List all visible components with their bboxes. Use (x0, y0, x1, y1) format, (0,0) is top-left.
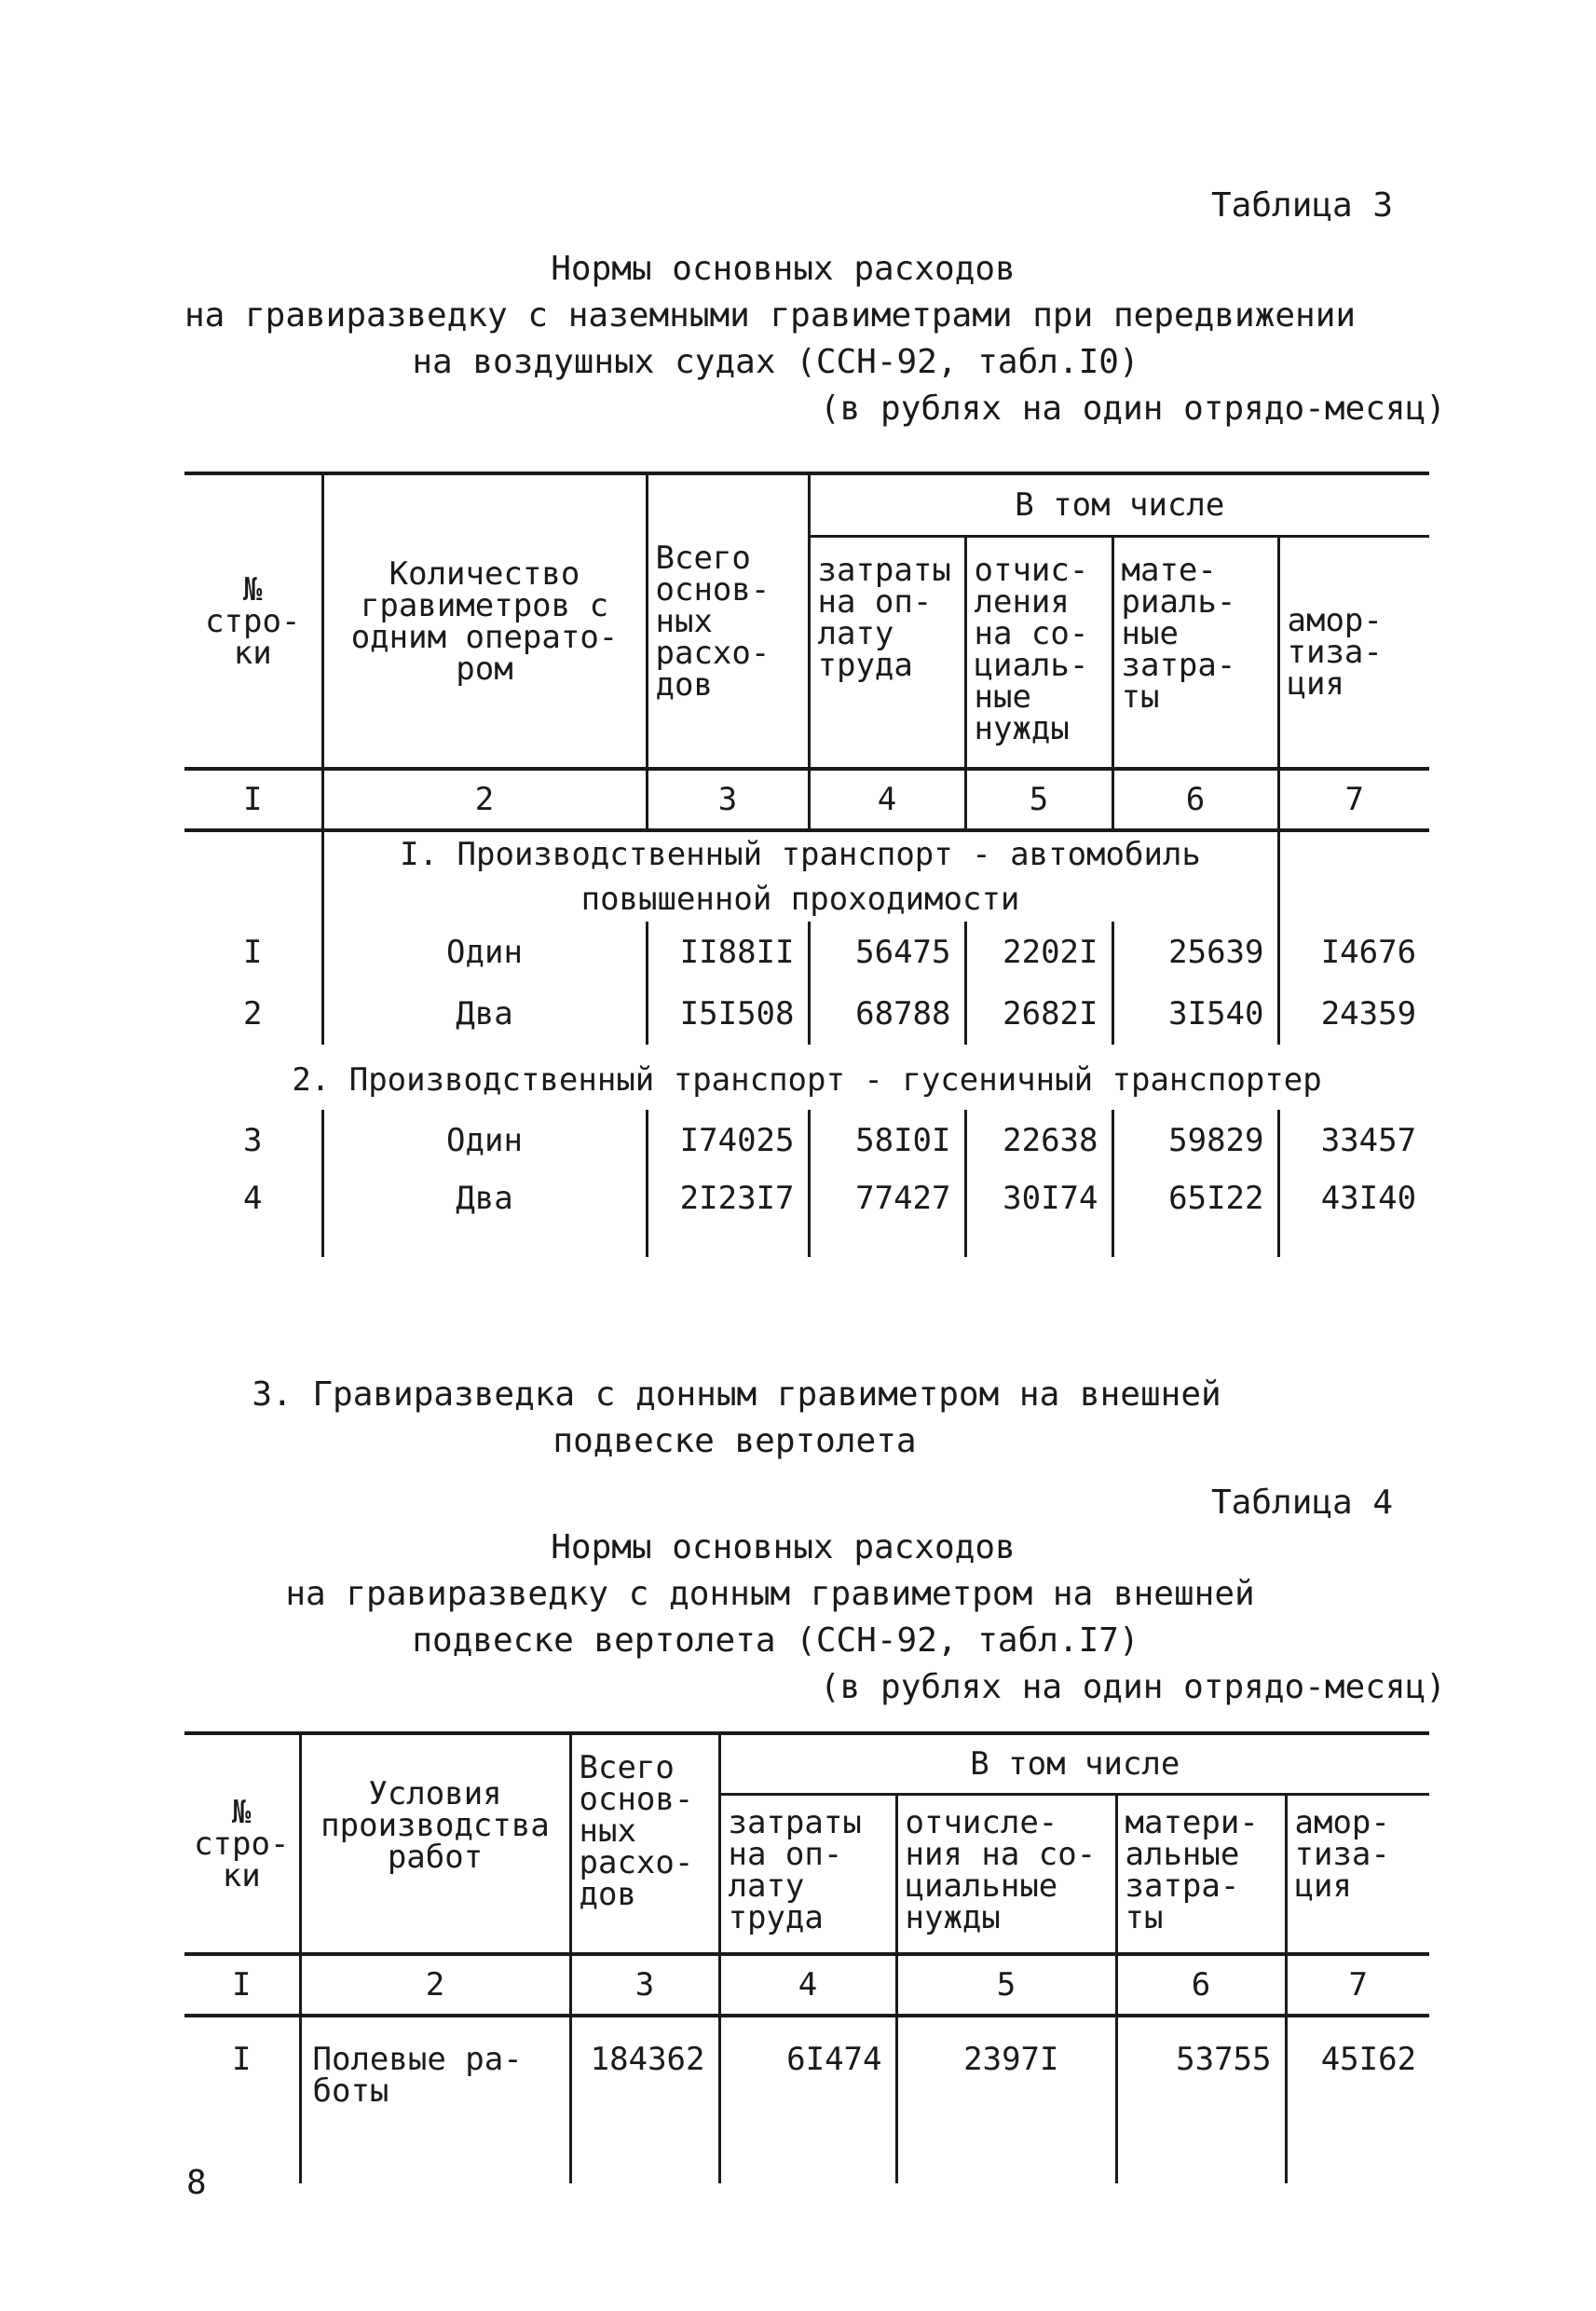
table-row (184, 1110, 1429, 1171)
table4-colnum-6: 6 (1116, 1954, 1286, 2016)
table3-title-line-3: на воздушных судах (ССН-92, табл.I0) (412, 343, 1139, 381)
table4-colnum-3: 3 (570, 1954, 719, 2016)
table4-row1-labor: 6I474 (719, 2016, 896, 2183)
table3-row2-number: 2 (184, 983, 322, 1045)
table4-header-conditions: Условия производства работ (300, 1733, 570, 1954)
table3-colnum-7: 7 (1278, 769, 1429, 830)
table4-row1-amortization: 45I62 (1286, 2016, 1429, 2183)
table3-row1-amortization: I4676 (1278, 922, 1429, 983)
table4-title-line-2: на гравиразведку с донным гравиметром на внешней (285, 1575, 1255, 1613)
section3-heading-line-2: подвеске вертолета (552, 1422, 917, 1460)
table3-row3-quantity: Один (322, 1110, 647, 1171)
table4-header-labor: затраты на оп-лату труда (719, 1795, 896, 1955)
table3-colnum-3: 3 (647, 769, 809, 830)
table3-row4-total: 2I23I7 (647, 1171, 809, 1257)
table4-header-group: В том числе (719, 1733, 1429, 1795)
table3-colnum-5: 5 (965, 769, 1112, 830)
table3-row3-labor: 58I0I (809, 1110, 965, 1171)
table3-header-material: мате-риаль-ные затра-ты (1112, 537, 1278, 770)
table3-row3-amortization: 33457 (1278, 1110, 1429, 1171)
table4-header-row-number: № стро-ки (184, 1733, 300, 1954)
section3-heading-line-1: 3. Гравиразведка с донным гравиметром на внешней (252, 1375, 1221, 1414)
table3-header-labor: затраты на оп-лату труда (809, 537, 965, 770)
table3-row4-material: 65I22 (1112, 1171, 1278, 1257)
table3-row1-social: 2202I (965, 922, 1112, 983)
table3-row2-amortization: 24359 (1278, 983, 1429, 1045)
table4-row1-social: 2397I (896, 2016, 1116, 2183)
table4-row1-total: 184362 (570, 2016, 719, 2183)
table3-row3-number: 3 (184, 1110, 322, 1171)
table-row (184, 922, 1429, 983)
table4-row1-number: I (184, 2016, 300, 2183)
table4-header-total: Всего основ-ных расхо-дов (570, 1733, 719, 1954)
table3-row1-labor: 56475 (809, 922, 965, 983)
table3-section-2-title: 2. Производственный транспорт - гусеничный транспортер (292, 1061, 1322, 1099)
table3-row1-number: I (184, 922, 322, 983)
table3-row3-social: 22638 (965, 1110, 1112, 1171)
table4-colnum-2: 2 (300, 1954, 570, 2016)
table3-row4-quantity: Два (322, 1171, 647, 1257)
table-row (184, 1171, 1429, 1257)
table4-header-social: отчисле-ния на со-циальные нужды (896, 1795, 1116, 1955)
table4-label: Таблица 4 (1211, 1484, 1394, 1522)
table3-title-line-2: на гравиразведку с наземными гравиметрами при передвижении (184, 296, 1357, 335)
table-row (184, 2016, 1429, 2183)
table3-row2-total: I5I508 (647, 983, 809, 1045)
table3-row3-material: 59829 (1112, 1110, 1278, 1171)
table4-header-material: матери-альные затра-ты (1116, 1795, 1286, 1955)
table4-colnum-7: 7 (1286, 1954, 1429, 2016)
table3-header-total: Всего основ-ных расхо-дов (647, 473, 809, 769)
table3-row1-total: II88II (647, 922, 809, 983)
table3-colnum-1: I (184, 769, 322, 830)
table4-colnum-5: 5 (896, 1954, 1116, 2016)
table3-colnum-4: 4 (809, 769, 965, 830)
table4-header-amortization: амор-тиза-ция (1286, 1795, 1429, 1955)
table3-title-line-1: Нормы основных расходов (551, 250, 1016, 288)
table3-header-amortization: амор-тиза-ция (1278, 537, 1429, 770)
table3-row2-social: 2682I (965, 983, 1112, 1045)
table3-units: (в рублях на один отрядо-месяц) (820, 390, 1446, 428)
table3-label: Таблица 3 (1211, 186, 1394, 225)
table4-colnum-1: I (184, 1954, 300, 2016)
table3-row2-material: 3I540 (1112, 983, 1278, 1045)
table4 (184, 1731, 1429, 2183)
table-row (184, 983, 1429, 1045)
table3-row3-total: I74025 (647, 1110, 809, 1171)
table3-row2-quantity: Два (322, 983, 647, 1045)
table3-colnum-6: 6 (1112, 769, 1278, 830)
table3-row4-amortization: 43I40 (1278, 1171, 1429, 1257)
table4-row1-material: 53755 (1116, 2016, 1286, 2183)
table3-row4-number: 4 (184, 1171, 322, 1257)
table3-header-quantity: Количество гравиметров с одним операто-ром (322, 473, 647, 769)
table4-units: (в рублях на один отрядо-месяц) (820, 1668, 1446, 1706)
table3-header-social: отчис-ления на со-циаль-ные нужды (965, 537, 1112, 770)
table3-row1-quantity: Один (322, 922, 647, 983)
table3-row4-social: 30I74 (965, 1171, 1112, 1257)
page-number: 8 (186, 2164, 207, 2202)
table4-row1-conditions: Полевые ра-боты (300, 2016, 570, 2183)
table3-row2-labor: 68788 (809, 983, 965, 1045)
table3 (184, 472, 1429, 1257)
table3-row1-material: 25639 (1112, 922, 1278, 983)
table3-header-group: В том числе (809, 473, 1429, 537)
table3-colnum-2: 2 (322, 769, 647, 830)
table3-row4-labor: 77427 (809, 1171, 965, 1257)
table3-section-1-title: I. Производственный транспорт - автомобиль повышенной проходимости (322, 830, 1278, 922)
table4-title-line-3: подвеске вертолета (ССН-92, табл.I7) (412, 1621, 1139, 1660)
table3-header-row-number: № стро-ки (184, 473, 322, 769)
table4-colnum-4: 4 (719, 1954, 896, 2016)
table4-title-line-1: Нормы основных расходов (551, 1528, 1016, 1566)
